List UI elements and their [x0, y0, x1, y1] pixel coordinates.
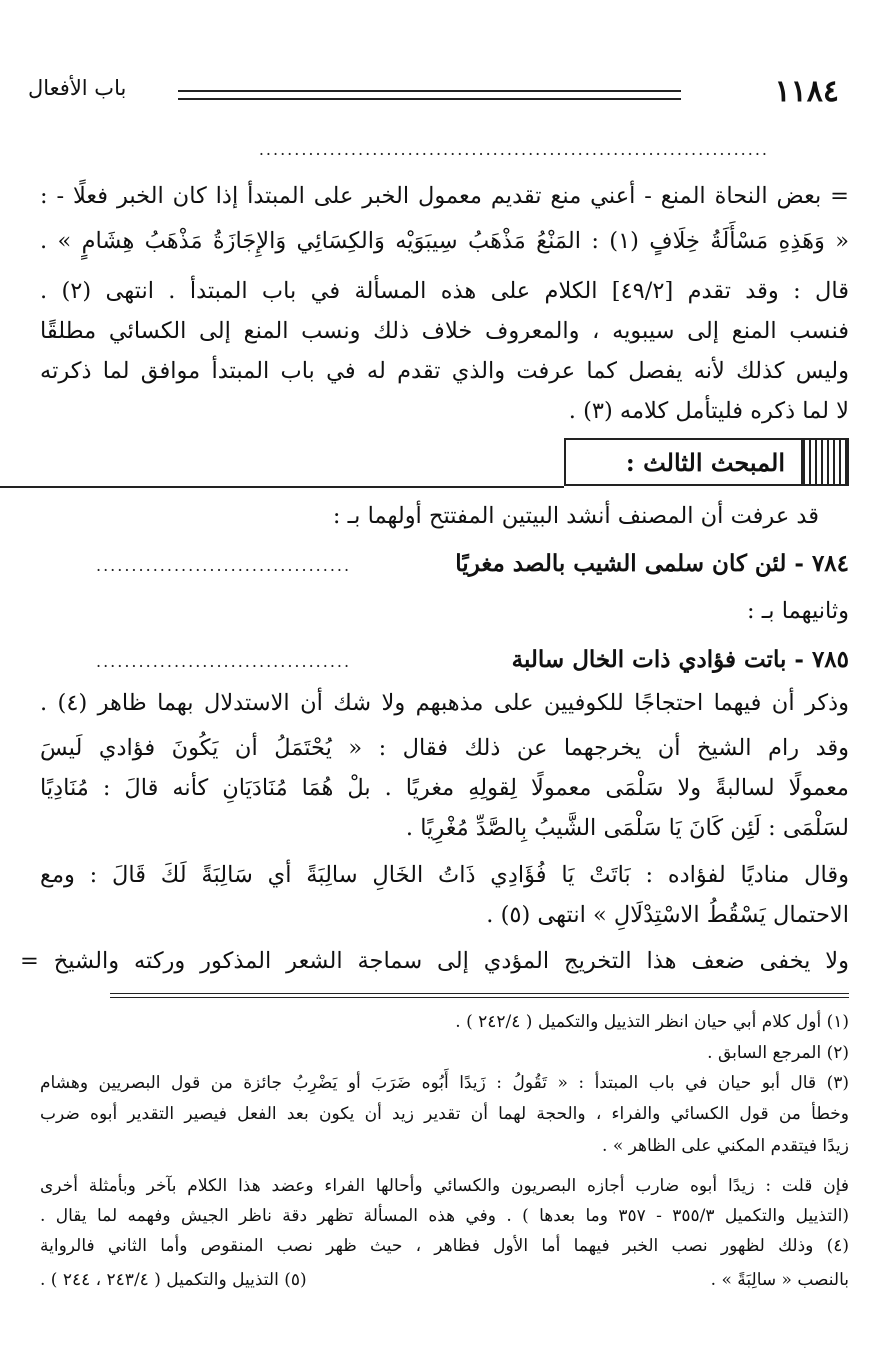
body-line: وقد رام الشيخ أن يخرجهما عن ذلك فقال : « يُحْتَمَلُ أن يَكُونَ فؤادي لَيسَ: [40, 735, 849, 761]
heading-rule: [0, 486, 564, 488]
footnote-line: بالنصب « سالِبَةً » .: [710, 1270, 849, 1290]
footnote-line: (التذييل والتكميل ٣٥٥/٣ - ٣٥٧ وما بعدها ) . وفي هذه المسألة تظهر دقة ناظر الجيش وفهمه لما يقال .: [40, 1206, 849, 1226]
body-line: فنسب المنع إلى سيبويه ، والمعروف خلاف ذلك ونسب المنع إلى الكسائي مطلقًا: [40, 318, 849, 344]
page-header: [28, 74, 839, 114]
body-line: وليس كذلك لأنه يفصل كما عرفت والذي تقدم له في باب المبتدأ موافق لما ذكرته: [40, 358, 849, 384]
section-heading: المبحث الثالث :: [625, 448, 785, 477]
footnote-rule: [110, 997, 849, 998]
verse-dots: ....................................: [96, 556, 352, 575]
page-number: ١١٨٤: [774, 74, 839, 109]
body-line: لسَلْمَى : لَئِن كَانَ يَا سَلْمَى الشَّيبُ بِالصَّدِّ مُغْرِيًا .: [405, 815, 849, 841]
chapter-title: باب الأفعال: [28, 76, 127, 100]
body-line: معمولًا لسالبةً ولا سَلْمَى معمولًا لِقولِهِ مغريًا . بلْ هُمَا مُنَادَيَانِ كأنه قالَ : مُنَادِيًا: [40, 775, 849, 801]
dotted-separator: ........................................................................: [258, 140, 769, 159]
heading-stripes-ornament: [801, 440, 847, 484]
footnote-5: (٥) التذييل والتكميل ( ٢٤٣/٤ ، ٢٤٤ ) .: [40, 1270, 307, 1290]
body-line: ولا يخفى ضعف هذا التخريج المؤدي إلى سماجة الشعر المذكور وركته والشيخ =: [20, 948, 849, 974]
body-line: « وَهَذِهِ مَسْأَلَةُ خِلَافٍ (١) : المَنْعُ مَذْهَبُ سِيبَوَيْه وَالكِسَائِي وَالإِجَازَةُ مَذْهَبُ هِشَامٍ » .: [40, 228, 849, 254]
body-line: وثانيهما بـ :: [746, 598, 849, 624]
footnote-line: (٣) قال أبو حيان في باب المبتدأ : « تَقُولُ : زَيدًا أَبُوه ضَرَبَ أو يَضْرِبُ جائزة من قول البصريين وهشام: [40, 1073, 849, 1093]
footnote-line: (١) أول كلام أبي حيان انظر التذييل والتكميل ( ٢٤٢/٤ ) .: [455, 1012, 849, 1032]
section-heading-box: [564, 438, 849, 486]
footnote-line: وخطأ من قول الكسائي والفراء ، والحجة لهما أن تقدير زيد أن يكون بعد الفعل فيصير التقدير أبوه ضرب: [40, 1104, 849, 1124]
footnote-line: (٢) المرجع السابق .: [707, 1043, 849, 1063]
verse-785: ٧٨٥ - باتت فؤادي ذات الخال سالبة: [511, 646, 849, 673]
body-line: لا لما ذكره فليتأمل كلامه (٣) .: [568, 398, 849, 424]
footnote-line: زيدًا فيتقدم المكني على الظاهر » .: [602, 1136, 849, 1156]
body-line: وقال مناديًا لفؤاده : بَاتَتْ يَا فُؤَادِي ذَاتُ الخَالِ سالِبَةً أي سَالِبَةً لَكَ قَالَ : ومع: [40, 862, 849, 888]
body-line: وذكر أن فيهما احتجاجًا للكوفيين على مذهبهم ولا شك أن الاستدلال بهما ظاهر (٤) .: [40, 690, 849, 716]
body-line: الاحتمال يَسْقُطُ الاسْتِدْلَالِ » انتهى (٥) .: [486, 902, 849, 928]
footnote-rule: [110, 993, 849, 994]
body-line: قد عرفت أن المصنف أنشد البيتين المفتتح أولهما بـ :: [332, 503, 819, 529]
header-double-rule: [178, 90, 681, 100]
verse-dots: ....................................: [96, 652, 352, 671]
body-line: = بعض النحاة المنع - أعني منع تقديم معمول الخبر على المبتدأ إذا كان الخبر فعلًا - :: [40, 183, 849, 209]
verse-784: ٧٨٤ - لئن كان سلمى الشيب بالصد مغريًا: [455, 550, 849, 577]
body-line: قال : وقد تقدم [٤٩/٢] الكلام على هذه المسألة في باب المبتدأ . انتهى (٢) .: [40, 278, 849, 304]
footnote-line: (٤) وذلك لظهور نصب الخبر فيهما أما الأول فظاهر ، حيث ظهر نصب المنقوص وأما الثاني فالرواية: [40, 1236, 849, 1256]
footnote-line: فإن قلت : زيدًا أبوه ضارب أجازه البصريون والكسائي وأحالها الفراء وعضد هذا الكلام بآخر وبأمثلة أخرى: [40, 1176, 849, 1196]
